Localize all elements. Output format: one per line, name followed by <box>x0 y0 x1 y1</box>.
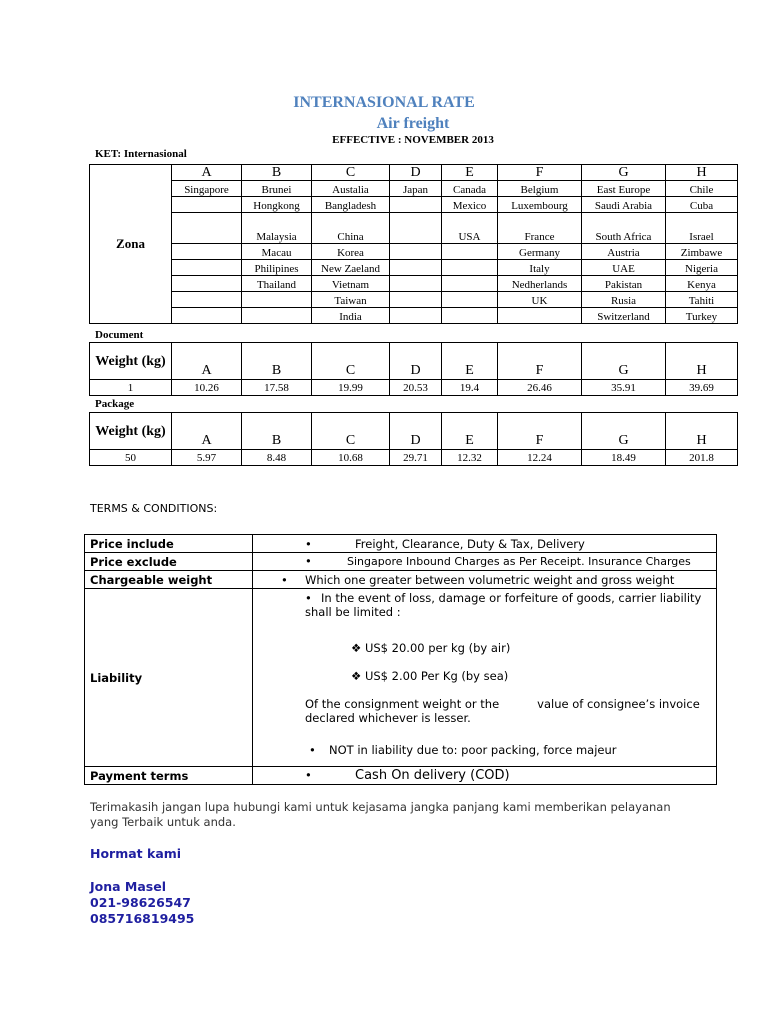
bullet-icon: • <box>305 554 312 568</box>
zone-country <box>172 276 242 292</box>
zone-country: Switzerland <box>582 308 666 324</box>
zone-country <box>390 197 442 213</box>
zone-letter: H <box>666 165 738 181</box>
zone-country: Belgium <box>498 181 582 197</box>
zone-country <box>442 244 498 260</box>
price-exclude-text: Singapore Inbound Charges as Per Receipt. Insurance Charges <box>347 555 691 568</box>
page-subtitle: Air freight <box>376 115 450 132</box>
zone-letter: A <box>172 165 242 181</box>
zone-letter: F <box>498 165 582 181</box>
zone-country: Israel <box>666 213 738 244</box>
liability-note-c: declared whichever is lesser. <box>305 711 471 725</box>
zone-country: Kenya <box>666 276 738 292</box>
rate-value: 8.48 <box>242 450 312 466</box>
zone-country: Austria <box>582 244 666 260</box>
zone-country: Mexico <box>442 197 498 213</box>
zone-country: Saudi Arabia <box>582 197 666 213</box>
liability-label: Liability <box>85 589 253 767</box>
zone-country: Hongkong <box>242 197 312 213</box>
zone-country: Chile <box>666 181 738 197</box>
terms-row <box>85 589 717 767</box>
zone-letter: C <box>312 343 390 380</box>
effective-date: EFFECTIVE : NOVEMBER 2013 <box>332 134 494 146</box>
terms-heading: TERMS & CONDITIONS: <box>90 502 218 515</box>
zone-country: Turkey <box>666 308 738 324</box>
zone-country <box>390 292 442 308</box>
zone-country: Philipines <box>242 260 312 276</box>
chargeable-weight-value <box>253 571 717 589</box>
zone-letter: E <box>442 343 498 380</box>
zone-country <box>172 244 242 260</box>
rate-value: 10.26 <box>172 380 242 396</box>
liability-not <box>305 743 716 757</box>
zone-country-row <box>90 276 738 292</box>
liability-note-b: value of consignee’s invoice <box>537 697 700 711</box>
zone-letter: F <box>498 413 582 450</box>
document-label: Document <box>95 329 144 341</box>
zone-country: Cuba <box>666 197 738 213</box>
zone-country: Malaysia <box>242 213 312 244</box>
zone-country-row <box>90 181 738 197</box>
zone-country <box>442 292 498 308</box>
zone-country: Thailand <box>242 276 312 292</box>
zone-country: Rusia <box>582 292 666 308</box>
document-value-row <box>90 380 738 396</box>
zone-country-row <box>90 260 738 276</box>
weight-value: 50 <box>90 450 172 466</box>
zone-country-row <box>90 244 738 260</box>
zone-country: USA <box>442 213 498 244</box>
diamond-bullet-icon: ❖ <box>351 669 365 683</box>
zone-country: Germany <box>498 244 582 260</box>
zone-country: Macau <box>242 244 312 260</box>
zone-country-row <box>90 213 738 244</box>
payment-terms-label: Payment terms <box>85 767 253 785</box>
page-title: INTERNASIONAL RATE <box>293 94 475 111</box>
zone-country: UAE <box>582 260 666 276</box>
zone-country: East Europe <box>582 181 666 197</box>
zone-letter: A <box>172 343 242 380</box>
ket-label: KET: Internasional <box>95 148 187 160</box>
zone-country: Nedherlands <box>498 276 582 292</box>
zone-country <box>498 308 582 324</box>
zone-country: China <box>312 213 390 244</box>
zone-country <box>390 244 442 260</box>
price-include-value <box>253 535 717 553</box>
rate-value: 19.99 <box>312 380 390 396</box>
zone-country: Brunei <box>242 181 312 197</box>
weight-label: Weight (kg) <box>90 413 172 450</box>
weight-value: 1 <box>90 380 172 396</box>
zone-country <box>242 308 312 324</box>
contact-phone-1: 021-98626547 <box>90 895 191 910</box>
zone-country: Austalia <box>312 181 390 197</box>
zone-country <box>172 308 242 324</box>
terms-table <box>84 534 717 785</box>
zone-country: Bangladesh <box>312 197 390 213</box>
zone-country <box>390 260 442 276</box>
rate-value: 17.58 <box>242 380 312 396</box>
liability-note <box>305 697 716 711</box>
package-label: Package <box>95 398 135 410</box>
zone-country: Luxembourg <box>498 197 582 213</box>
zone-letter: H <box>666 343 738 380</box>
zone-country: Singapore <box>172 181 242 197</box>
zone-letter: D <box>390 165 442 181</box>
rate-value: 26.46 <box>498 380 582 396</box>
zone-country <box>442 260 498 276</box>
price-exclude-label: Price exclude <box>85 553 253 571</box>
zone-country <box>442 276 498 292</box>
liability-sea <box>305 669 716 683</box>
zone-country-row <box>90 197 738 213</box>
contact-phone-2: 085716819495 <box>90 911 195 926</box>
zone-country <box>172 213 242 244</box>
zone-letter-row <box>90 165 738 181</box>
liability-intro-text: In the event of loss, damage or forfeiture of goods, carrier liability shall be limited : <box>305 591 702 619</box>
zone-letter: G <box>582 413 666 450</box>
liability-intro <box>305 591 716 619</box>
zone-letter: D <box>390 343 442 380</box>
zone-country <box>390 308 442 324</box>
zone-country: Japan <box>390 181 442 197</box>
zone-country: Tahiti <box>666 292 738 308</box>
bullet-icon: • <box>309 743 316 757</box>
zone-country: India <box>312 308 390 324</box>
zone-country: Vietnam <box>312 276 390 292</box>
bullet-icon: • <box>305 591 312 605</box>
rate-value: 20.53 <box>390 380 442 396</box>
rate-value: 10.68 <box>312 450 390 466</box>
zone-country <box>442 308 498 324</box>
terms-row <box>85 553 717 571</box>
bullet-icon: • <box>305 768 312 782</box>
rate-value: 19.4 <box>442 380 498 396</box>
zone-country: Korea <box>312 244 390 260</box>
liability-not-text: NOT in liability due to: poor packing, force majeur <box>329 743 617 757</box>
rate-value: 39.69 <box>666 380 738 396</box>
document-header-row <box>90 343 738 380</box>
rate-value: 12.24 <box>498 450 582 466</box>
terms-row <box>85 571 717 589</box>
package-header-row <box>90 413 738 450</box>
thanks-line-1: Terimakasih jangan lupa hubungi kami untuk kejasama jangka panjang kami memberikan pelayanan <box>90 800 671 814</box>
liability-sea-text: US$ 2.00 Per Kg (by sea) <box>364 669 509 683</box>
zone-letter: B <box>242 413 312 450</box>
zone-country: South Africa <box>582 213 666 244</box>
zone-country: France <box>498 213 582 244</box>
contact-name: Jona Masel <box>90 879 167 894</box>
zone-letter: G <box>582 343 666 380</box>
diamond-bullet-icon: ❖ <box>351 641 365 655</box>
thanks-line-2: yang Terbaik untuk anda. <box>90 815 236 829</box>
liability-air-text: US$ 20.00 per kg (by air) <box>364 641 511 655</box>
payment-terms-text: Cash On delivery (COD) <box>355 768 510 783</box>
zone-country: UK <box>498 292 582 308</box>
zone-country: Canada <box>442 181 498 197</box>
weight-label: Weight (kg) <box>90 343 172 380</box>
zone-letter: B <box>242 165 312 181</box>
zone-letter: G <box>582 165 666 181</box>
zone-letter: D <box>390 413 442 450</box>
zone-country <box>390 276 442 292</box>
rate-value: 29.71 <box>390 450 442 466</box>
rate-value: 5.97 <box>172 450 242 466</box>
rate-value: 12.32 <box>442 450 498 466</box>
zone-letter: H <box>666 413 738 450</box>
document-rate-table <box>89 342 738 396</box>
chargeable-weight-text: Which one greater between volumetric weight and gross weight <box>305 572 675 587</box>
price-include-text: Freight, Clearance, Duty & Tax, Delivery <box>355 536 585 551</box>
zone-letter: C <box>312 165 390 181</box>
zone-country: Zimbawe <box>666 244 738 260</box>
zone-letter: B <box>242 343 312 380</box>
regards: Hormat kami <box>90 846 182 861</box>
package-rate-table <box>89 412 738 466</box>
zone-letter: E <box>442 413 498 450</box>
zone-country <box>172 197 242 213</box>
zone-letter: E <box>442 165 498 181</box>
liability-value <box>253 589 717 767</box>
package-value-row <box>90 450 738 466</box>
zone-country: Taiwan <box>312 292 390 308</box>
bullet-icon: • <box>281 572 288 587</box>
payment-terms-value <box>253 767 717 785</box>
terms-row <box>85 535 717 553</box>
zone-country <box>172 260 242 276</box>
price-include-label: Price include <box>85 535 253 553</box>
rate-value: 201.8 <box>666 450 738 466</box>
rate-value: 18.49 <box>582 450 666 466</box>
terms-row <box>85 767 717 785</box>
liability-air <box>305 641 716 655</box>
zone-letter: A <box>172 413 242 450</box>
zone-country: Pakistan <box>582 276 666 292</box>
zone-country <box>242 292 312 308</box>
zone-country-row <box>90 308 738 324</box>
price-exclude-value <box>253 553 717 571</box>
zone-country: New Zaeland <box>312 260 390 276</box>
zona-label: Zona <box>90 165 172 324</box>
chargeable-weight-label: Chargeable weight <box>85 571 253 589</box>
zone-letter: F <box>498 343 582 380</box>
bullet-icon: • <box>305 536 312 551</box>
zone-table <box>89 164 738 324</box>
zone-country-row <box>90 292 738 308</box>
liability-note-a: Of the consignment weight or the <box>305 697 500 711</box>
zone-country <box>390 213 442 244</box>
zone-country <box>172 292 242 308</box>
zone-letter: C <box>312 413 390 450</box>
rate-value: 35.91 <box>582 380 666 396</box>
zone-country: Italy <box>498 260 582 276</box>
zone-country: Nigeria <box>666 260 738 276</box>
